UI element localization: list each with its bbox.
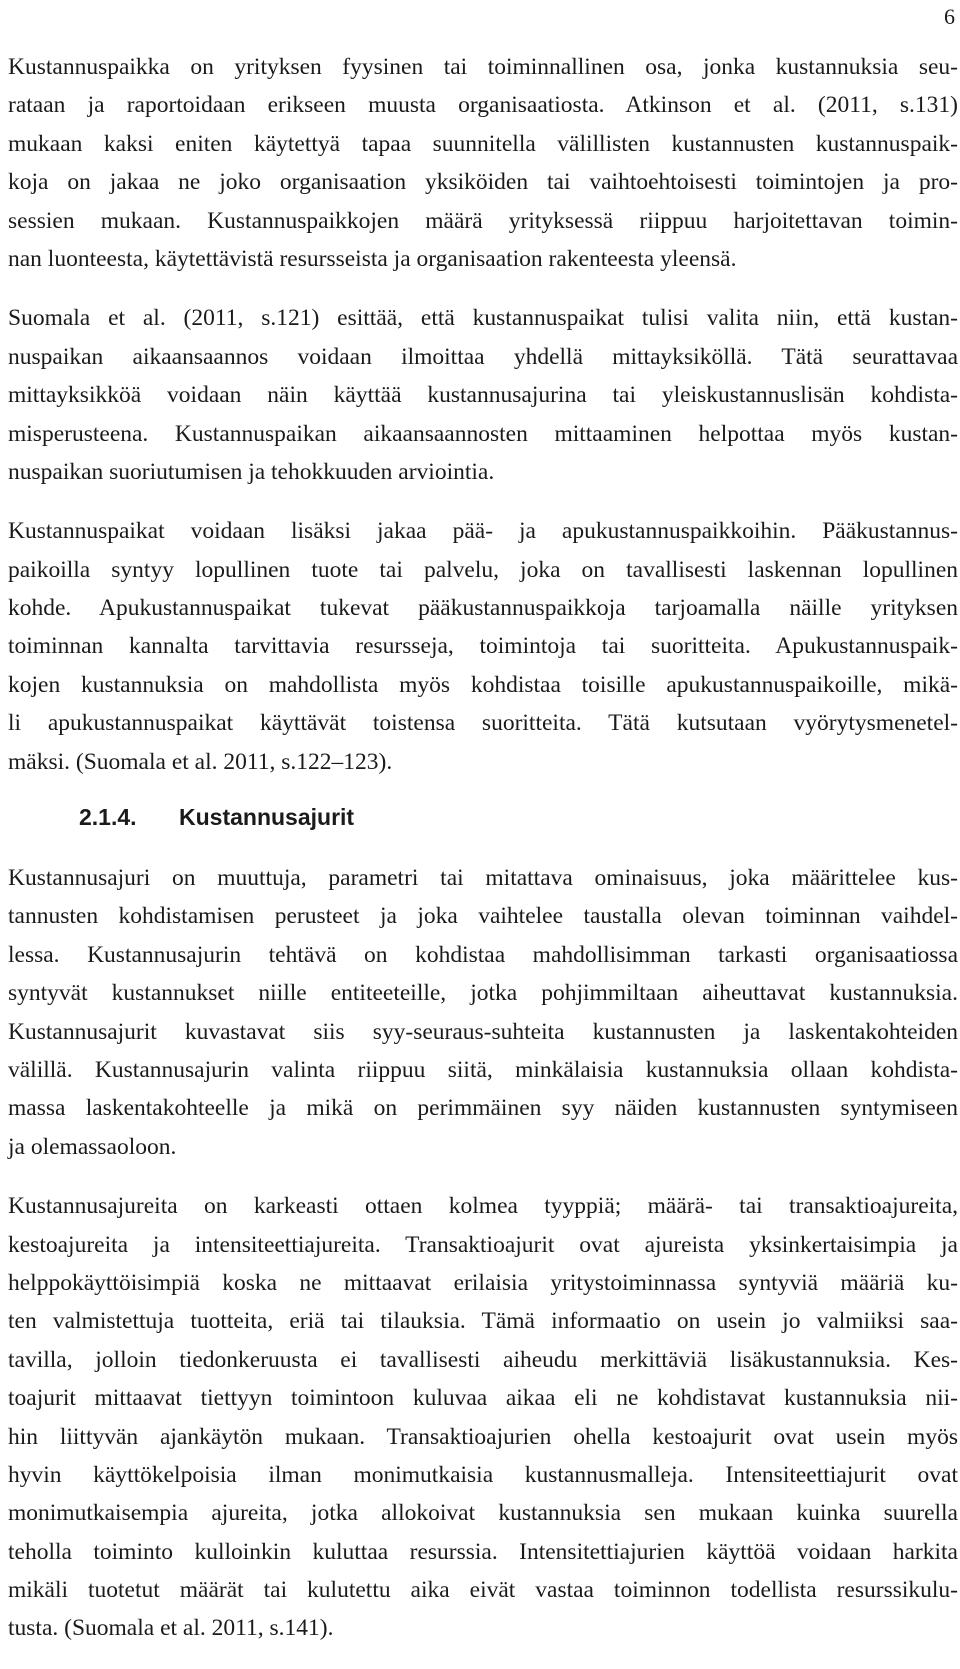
text-line: li apukustannuspaikat käyttävät toistensa suoritteita. Tätä kutsutaan vyörytysmenetel- [8,710,958,737]
document-body [8,48,958,1669]
text-line: Kustannusajurit kuvastavat siis syy-seuraus-suhteita kustannusten ja laskentakohteiden [8,1018,958,1045]
text-line: misperusteena. Kustannuspaikan aikaansaannosten mittaaminen helpottaa myös kustan- [8,420,958,447]
text-line: Kustannuspaikat voidaan lisäksi jakaa pää- ja apukustannuspaikkoihin. Pääkustannus- [8,518,958,545]
text-line: mittayksikköä voidaan näin käyttää kustannusajurina tai yleiskustannuslisän kohdista- [8,382,958,409]
text-line: lessa. Kustannusajurin tehtävä on kohdistaa mahdollisimman tarkasti organisaatiossa [8,941,958,968]
paragraph [8,859,958,1166]
text-line: ja olemassaoloon. [8,1133,177,1160]
text-line: helppokäyttöisimpiä koska ne mittaavat erilaisia yritystoiminnassa syntyviä määriä ku- [8,1269,958,1296]
text-line: kestoajureita ja intensiteettiajureita. Transaktioajurit ovat ajureista yksinkertaisimpia ja [8,1231,958,1258]
text-line: mikäli tuotetut määrät tai kulutettu aika eivät vastaa toiminnon todellista resurssikulu- [8,1577,958,1604]
text-line: teholla toiminto kulloinkin kuluttaa resurssia. Intensitettiajurien käyttöä voidaan harkita [8,1538,958,1565]
section-number: 2.1.4. [79,804,137,831]
text-line: sessien mukaan. Kustannuspaikkojen määrä yrityksessä riippuu harjoitettavan toimin- [8,207,958,234]
text-line: nan luonteesta, käytettävistä resursseista ja organisaation rakenteesta yleensä. [8,245,737,272]
text-line: toiminnan kannalta tarvittavia resursseja, toimintoja tai suoritteita. Apukustannuspaik- [8,633,958,660]
text-line: ten valmistettuja tuotteita, eriä tai tilauksia. Tämä informaatio on usein jo valmiiksi saa- [8,1308,958,1335]
text-line: hyvin käyttökelpoisia ilman monimutkaisia kustannusmalleja. Intensiteettiajurit ovat [8,1461,958,1488]
text-line: nuspaikan aikaansaannos voidaan ilmoittaa yhdellä mittayksiköllä. Tätä seurattavaa [8,343,958,370]
text-line: Kustannuspaikka on yrityksen fyysinen tai toiminnallinen osa, jonka kustannuksia seu- [8,54,958,80]
section-body-before [8,48,958,781]
text-line: toajurit mittaavat tiettyyn toimintoon kuluvaa aikaa eli ne kohdistavat kustannuksia nii- [8,1385,958,1412]
paragraph [8,512,958,781]
text-line: tavilla, jolloin tiedonkeruusta ei tavallisesti aiheudu merkittäviä lisäkustannuksia. Kes- [8,1346,958,1373]
text-line: hin liittyvän ajankäytön mukaan. Transaktioajurien ohella kestoajurit ovat usein myös [8,1423,958,1450]
paragraph [8,1187,958,1648]
text-line: kojen kustannuksia on mahdollista myös kohdistaa toisille apukustannuspaikoille, mikä- [8,671,958,698]
text-line: tusta. (Suomala et al. 2011, s.141). [8,1615,334,1642]
text-line: nuspaikan suoriutumisen ja tehokkuuden arviointia. [8,458,495,485]
section-title: Kustannusajurit [179,804,355,831]
section-body-after [8,859,958,1648]
text-line: monimutkaisempia ajureita, jotka allokoivat kustannuksia sen mukaan kuinka suurella [8,1500,958,1527]
text-line: rataan ja raportoidaan erikseen muusta organisaatiosta. Atkinson et al. (2011, s.131) [8,92,958,119]
paragraph [8,299,958,491]
text-line: mäksi. (Suomala et al. 2011, s.122–123). [8,748,393,775]
text-line: koja on jakaa ne joko organisaation yksiköiden tai vaihtoehtoisesti toimintojen ja pro- [8,169,958,196]
text-line: paikoilla syntyy lopullinen tuote tai palvelu, joka on tavallisesti laskennan lopullinen [8,556,958,583]
text-line: Kustannusajureita on karkeasti ottaen kolmea tyyppiä; määrä- tai transaktioajureita, [8,1193,958,1220]
text-line: Suomala et al. (2011, s.121) esittää, että kustannuspaikat tulisi valita niin, että kustan- [8,305,958,332]
text-line: tannusten kohdistamisen perusteet ja joka vaihtelee taustalla olevan toiminnan vaihdel- [8,903,958,930]
page-number: 6 [944,4,955,29]
text-line: Kustannusajuri on muuttuja, parametri tai mitattava ominaisuus, joka määrittelee kus- [8,865,958,892]
section-heading [8,802,958,832]
text-line: mukaan kaksi eniten käytettyä tapaa suunnitella välillisten kustannusten kustannuspaik- [8,130,958,157]
text-line: massa laskentakohteelle ja mikä on perimmäinen syy näiden kustannusten syntymiseen [8,1095,958,1122]
text-line: välillä. Kustannusajurin valinta riippuu siitä, minkälaisia kustannuksia ollaan kohdista- [8,1056,958,1083]
text-line: kohde. Apukustannuspaikat tukevat pääkustannuspaikkoja tarjoamalla näille yrityksen [8,595,958,622]
paragraph [8,48,958,278]
text-line: syntyvät kustannukset niille entiteeteille, jotka pohjimmiltaan aiheuttavat kustannuksia. [8,980,958,1007]
